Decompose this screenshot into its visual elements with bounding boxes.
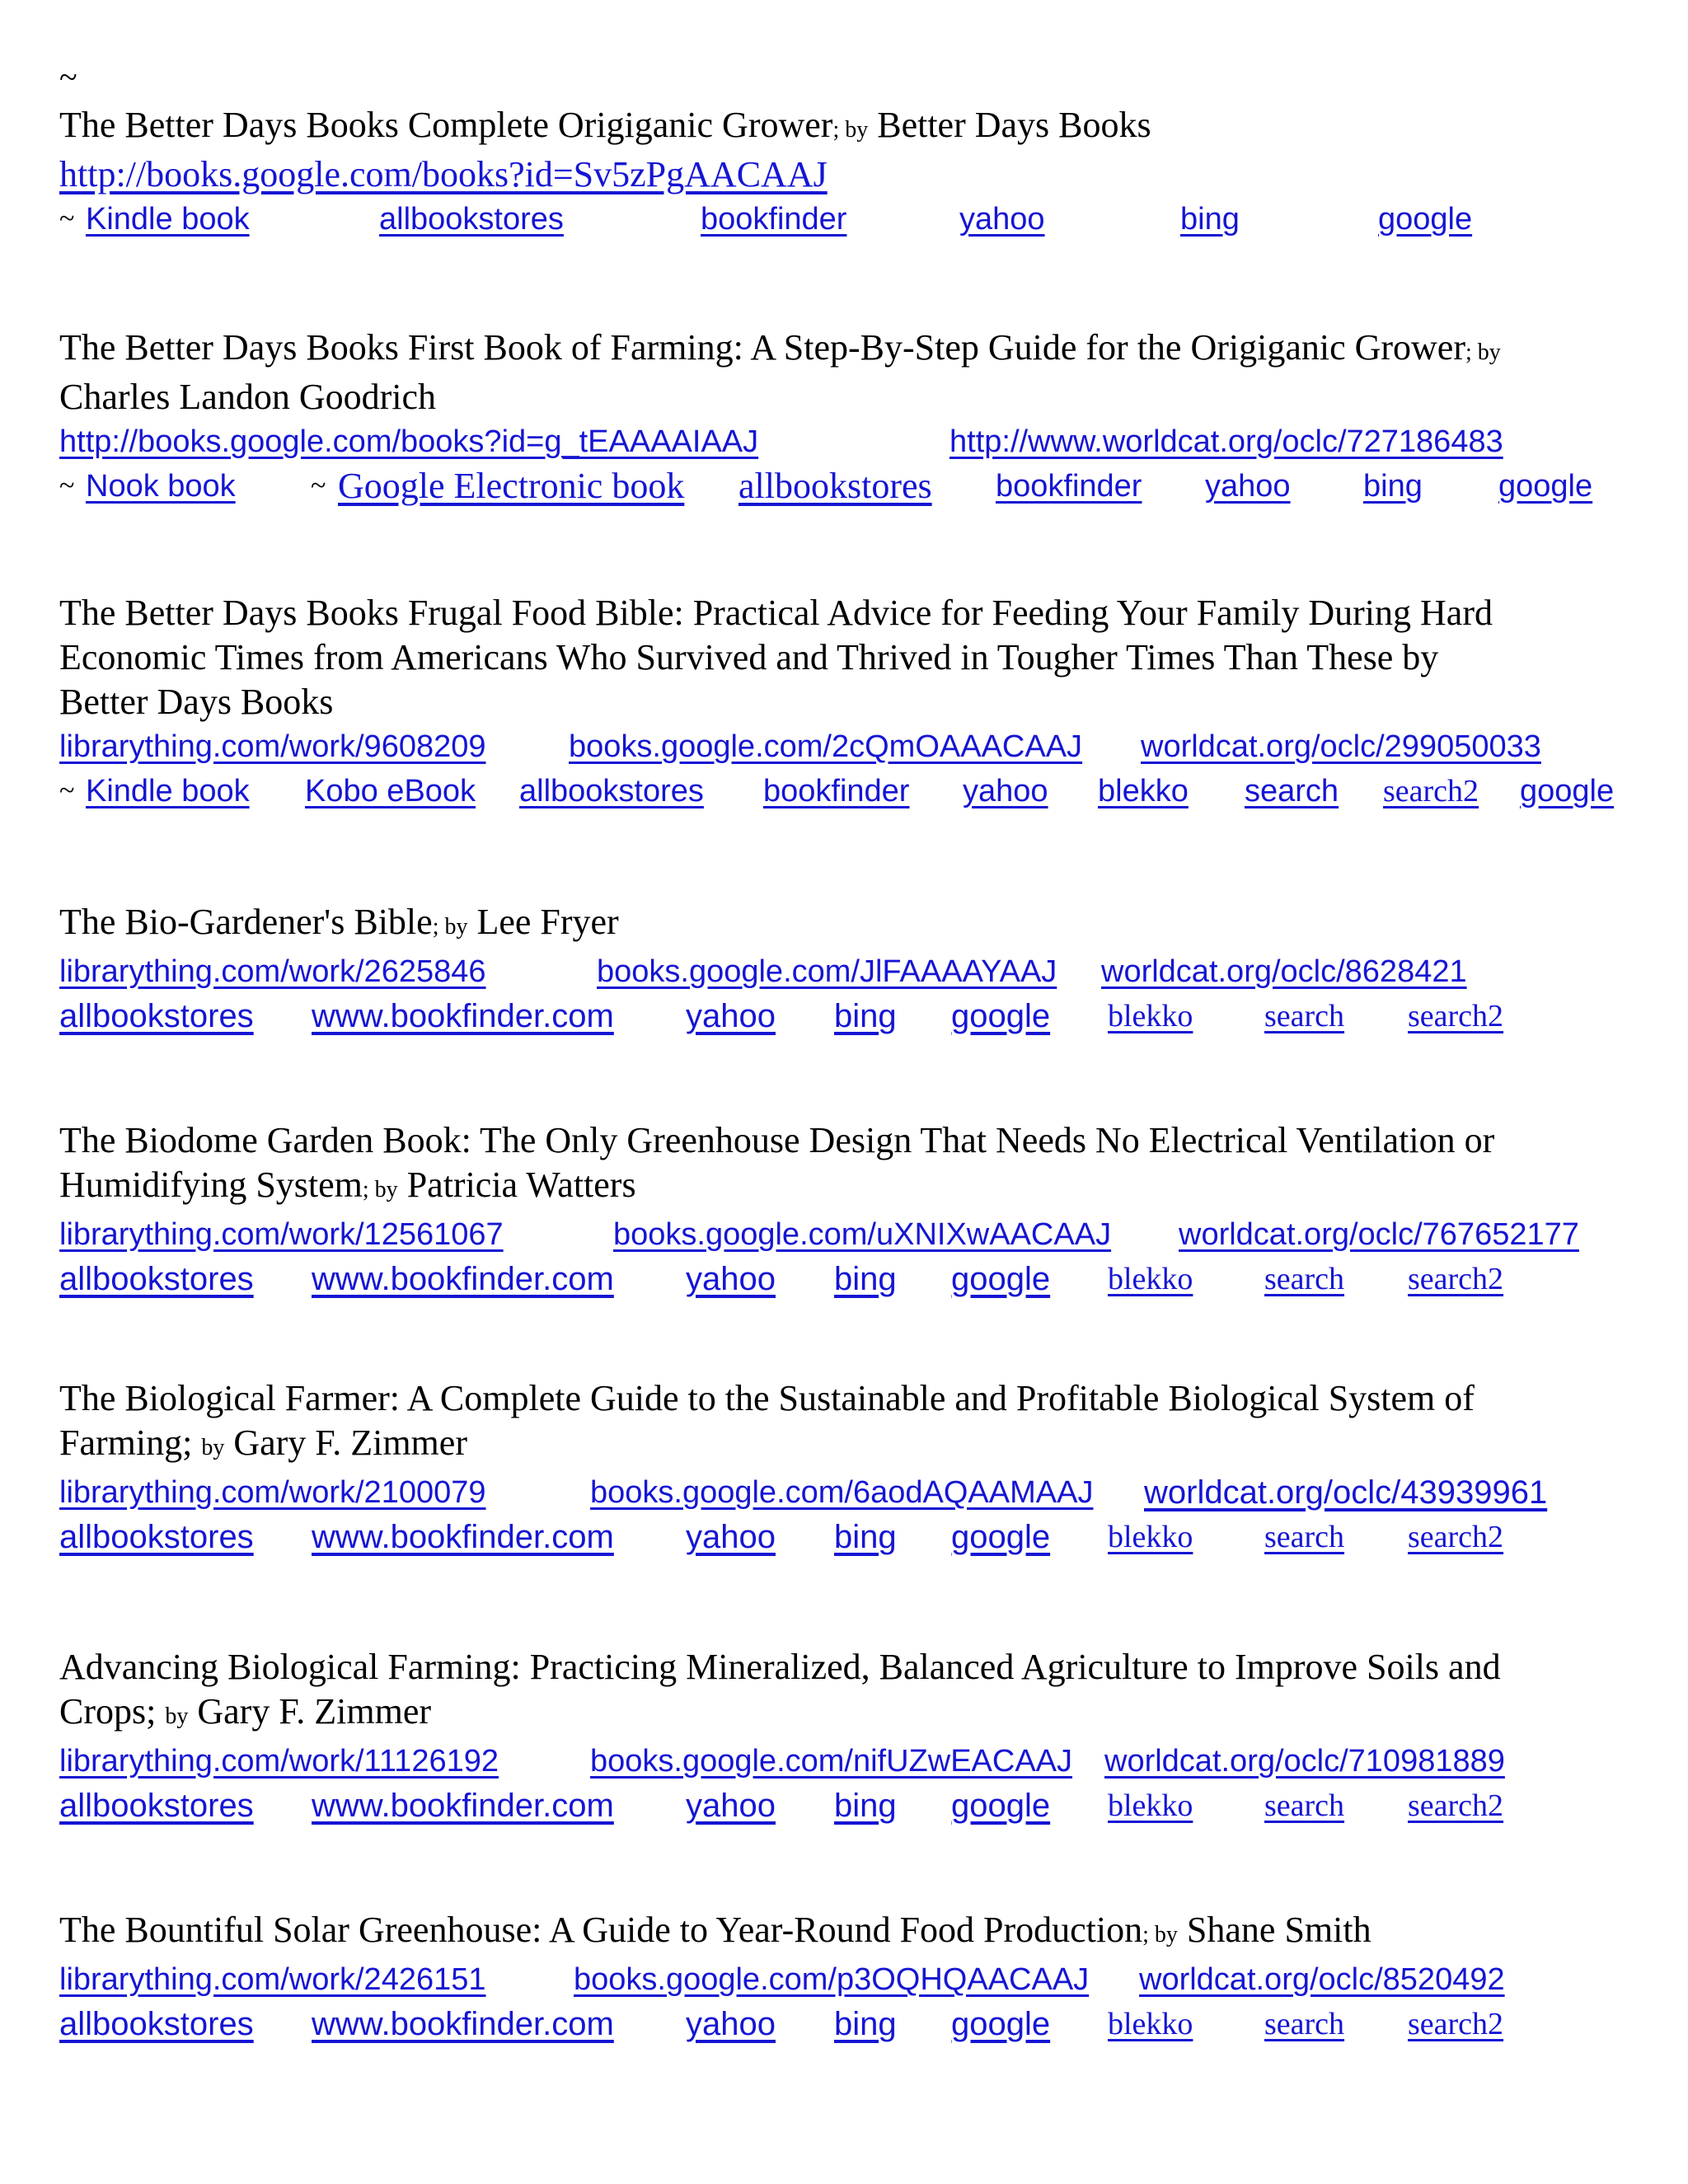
book-entry — [59, 1645, 1625, 1828]
book-title-line: Humidifying System; by Patricia Watters — [59, 1165, 636, 1205]
tilde-marker: ~ — [59, 776, 75, 806]
allbookstores-link[interactable]: allbookstores — [59, 1788, 254, 1824]
yahoo-link[interactable]: yahoo — [959, 202, 1045, 237]
google-books-link[interactable]: http://books.google.com/books?id=Sv5zPgAACAAJ — [59, 154, 828, 194]
google-link[interactable]: google — [1520, 774, 1615, 808]
bing-link[interactable]: bing — [834, 1788, 897, 1824]
allbookstores-link[interactable]: allbookstores — [738, 466, 932, 506]
bookfinder-link[interactable]: www.bookfinder.com — [312, 2006, 614, 2042]
search2-link[interactable]: search2 — [1408, 1262, 1504, 1296]
top-tilde-marker: ~ — [59, 59, 77, 96]
search-link[interactable]: search — [1245, 774, 1339, 808]
book-title-line: The Better Days Books Frugal Food Bible: Practical Advice for Feeding Your Family During Hard — [59, 593, 1493, 633]
search-link[interactable]: search — [1264, 999, 1345, 1033]
librarything-link[interactable]: librarything.com/work/12561067 — [59, 1217, 504, 1252]
book-entry — [59, 326, 1625, 509]
librarything-link[interactable]: librarything.com/work/2625846 — [59, 954, 486, 989]
bing-link[interactable]: bing — [834, 2006, 897, 2042]
bing-link[interactable]: bing — [834, 998, 897, 1034]
bing-link[interactable]: bing — [834, 1519, 897, 1555]
book-entry — [59, 1118, 1625, 1301]
google-link[interactable]: google — [951, 1788, 1051, 1824]
book-entry — [59, 591, 1625, 813]
tilde-marker: ~ — [311, 471, 326, 501]
tilde-marker: ~ — [59, 204, 75, 234]
bookfinder-link[interactable]: www.bookfinder.com — [312, 998, 614, 1034]
blekko-link[interactable]: blekko — [1108, 1788, 1193, 1823]
book-entry — [59, 1908, 1625, 2046]
bookfinder-link[interactable]: bookfinder — [701, 202, 847, 237]
worldcat-link[interactable]: worldcat.org/oclc/8628421 — [1101, 954, 1467, 989]
yahoo-link[interactable]: yahoo — [686, 1261, 776, 1297]
librarything-link[interactable]: librarything.com/work/2426151 — [59, 1962, 486, 1997]
book-title-line: Economic Times from Americans Who Survived and Thrived in Tougher Times Than These by — [59, 637, 1439, 677]
search-link[interactable]: search — [1264, 1520, 1345, 1554]
librarything-link[interactable]: librarything.com/work/11126192 — [59, 1744, 499, 1779]
bookfinder-link[interactable]: www.bookfinder.com — [312, 1519, 614, 1555]
bing-link[interactable]: bing — [1180, 202, 1240, 237]
google-books-link[interactable]: books.google.com/2cQmOAAACAAJ — [569, 729, 1083, 764]
google-link[interactable]: google — [951, 1261, 1051, 1297]
librarything-link[interactable]: librarything.com/work/9608209 — [59, 729, 486, 764]
book-title-line: The Biodome Garden Book: The Only Greenhouse Design That Needs No Electrical Ventilation or — [59, 1120, 1495, 1160]
google-books-link[interactable]: http://books.google.com/books?id=g_tEAAAAIAAJ — [59, 424, 759, 459]
google-link[interactable]: google — [1378, 202, 1473, 237]
blekko-link[interactable]: blekko — [1108, 999, 1193, 1033]
book-entry — [59, 900, 1625, 1038]
yahoo-link[interactable]: yahoo — [686, 998, 776, 1034]
worldcat-link[interactable]: worldcat.org/oclc/299050033 — [1141, 729, 1541, 764]
book-title-line: Crops; by Gary F. Zimmer — [59, 1691, 431, 1732]
yahoo-link[interactable]: yahoo — [963, 774, 1048, 808]
yahoo-link[interactable]: yahoo — [686, 1788, 776, 1824]
kobo-ebook-link[interactable]: Kobo eBook — [305, 774, 476, 808]
search-link[interactable]: search — [1264, 1262, 1345, 1296]
blekko-link[interactable]: blekko — [1098, 774, 1189, 808]
search2-link[interactable]: search2 — [1408, 1520, 1504, 1554]
book-title-line: The Better Days Books Complete Origiganic Grower; by Better Days Books — [59, 105, 1151, 145]
book-title-line: The Biological Farmer: A Complete Guide to the Sustainable and Profitable Biological System of — [59, 1378, 1475, 1418]
worldcat-link[interactable]: worldcat.org/oclc/8520492 — [1139, 1962, 1505, 1997]
bing-link[interactable]: bing — [834, 1261, 897, 1297]
google-link[interactable]: google — [951, 1519, 1051, 1555]
google-books-link[interactable]: books.google.com/p3OQHQAACAAJ — [574, 1962, 1090, 1997]
bookfinder-link[interactable]: bookfinder — [763, 774, 910, 808]
allbookstores-link[interactable]: allbookstores — [59, 1519, 254, 1555]
librarything-link[interactable]: librarything.com/work/2100079 — [59, 1475, 486, 1510]
google-books-link[interactable]: books.google.com/nifUZwEACAAJ — [590, 1744, 1073, 1779]
bookfinder-link[interactable]: www.bookfinder.com — [312, 1261, 614, 1297]
book-title-line: The Bio-Gardener's Bible; by Lee Fryer — [59, 902, 619, 942]
worldcat-link[interactable]: http://www.worldcat.org/oclc/727186483 — [950, 424, 1503, 459]
bing-link[interactable]: bing — [1363, 469, 1423, 504]
book-author-line: Charles Landon Goodrich — [59, 377, 436, 417]
google-link[interactable]: google — [951, 2006, 1051, 2042]
book-title-line: The Bountiful Solar Greenhouse: A Guide to Year-Round Food Production; by Shane Smith — [59, 1910, 1372, 1950]
book-title-line: The Better Days Books First Book of Farming: A Step-By-Step Guide for the Origiganic Grower; by — [59, 327, 1501, 368]
book-author-line: Better Days Books — [59, 682, 334, 722]
yahoo-link[interactable]: yahoo — [1205, 469, 1291, 504]
worldcat-link[interactable]: worldcat.org/oclc/710981889 — [1104, 1744, 1505, 1779]
search2-link[interactable]: search2 — [1408, 2007, 1504, 2041]
nook-book-link[interactable]: Nook book — [86, 469, 236, 504]
allbookstores-link[interactable]: allbookstores — [379, 202, 564, 237]
google-link[interactable]: google — [951, 998, 1051, 1034]
tilde-marker: ~ — [59, 471, 75, 501]
allbookstores-link[interactable]: allbookstores — [59, 998, 254, 1034]
search-link[interactable]: search — [1264, 1788, 1345, 1823]
book-title-line: Advancing Biological Farming: Practicing Mineralized, Balanced Agriculture to Improve Soils and — [59, 1647, 1501, 1687]
google-link[interactable]: google — [1498, 469, 1593, 504]
allbookstores-link[interactable]: allbookstores — [519, 774, 704, 808]
google-books-link[interactable]: books.google.com/JlFAAAAYAAJ — [597, 954, 1057, 989]
kindle-book-link[interactable]: Kindle book — [86, 774, 250, 808]
allbookstores-link[interactable]: allbookstores — [59, 1261, 254, 1297]
google-books-link[interactable]: books.google.com/6aodAQAAMAAJ — [590, 1475, 1094, 1510]
kindle-book-link[interactable]: Kindle book — [86, 202, 250, 237]
blekko-link[interactable]: blekko — [1108, 2007, 1193, 2041]
search-link[interactable]: search — [1264, 2007, 1345, 2041]
google-electronic-book-link[interactable]: Google Electronic book — [338, 466, 685, 506]
google-books-link[interactable]: books.google.com/uXNIXwAACAAJ — [613, 1217, 1112, 1252]
blekko-link[interactable]: blekko — [1108, 1520, 1193, 1554]
yahoo-link[interactable]: yahoo — [686, 1519, 776, 1555]
search2-link[interactable]: search2 — [1408, 1788, 1504, 1823]
blekko-link[interactable]: blekko — [1108, 1262, 1193, 1296]
bookfinder-link[interactable]: bookfinder — [996, 469, 1142, 504]
book-title-line: Farming; by Gary F. Zimmer — [59, 1422, 467, 1463]
book-entry — [59, 103, 1625, 241]
book-entry — [59, 1376, 1625, 1559]
search2-link[interactable]: search2 — [1383, 774, 1479, 808]
yahoo-link[interactable]: yahoo — [686, 2006, 776, 2042]
bookfinder-link[interactable]: www.bookfinder.com — [312, 1788, 614, 1824]
worldcat-link[interactable]: worldcat.org/oclc/43939961 — [1144, 1474, 1548, 1511]
worldcat-link[interactable]: worldcat.org/oclc/767652177 — [1179, 1217, 1579, 1252]
allbookstores-link[interactable]: allbookstores — [59, 2006, 254, 2042]
search2-link[interactable]: search2 — [1408, 999, 1504, 1033]
